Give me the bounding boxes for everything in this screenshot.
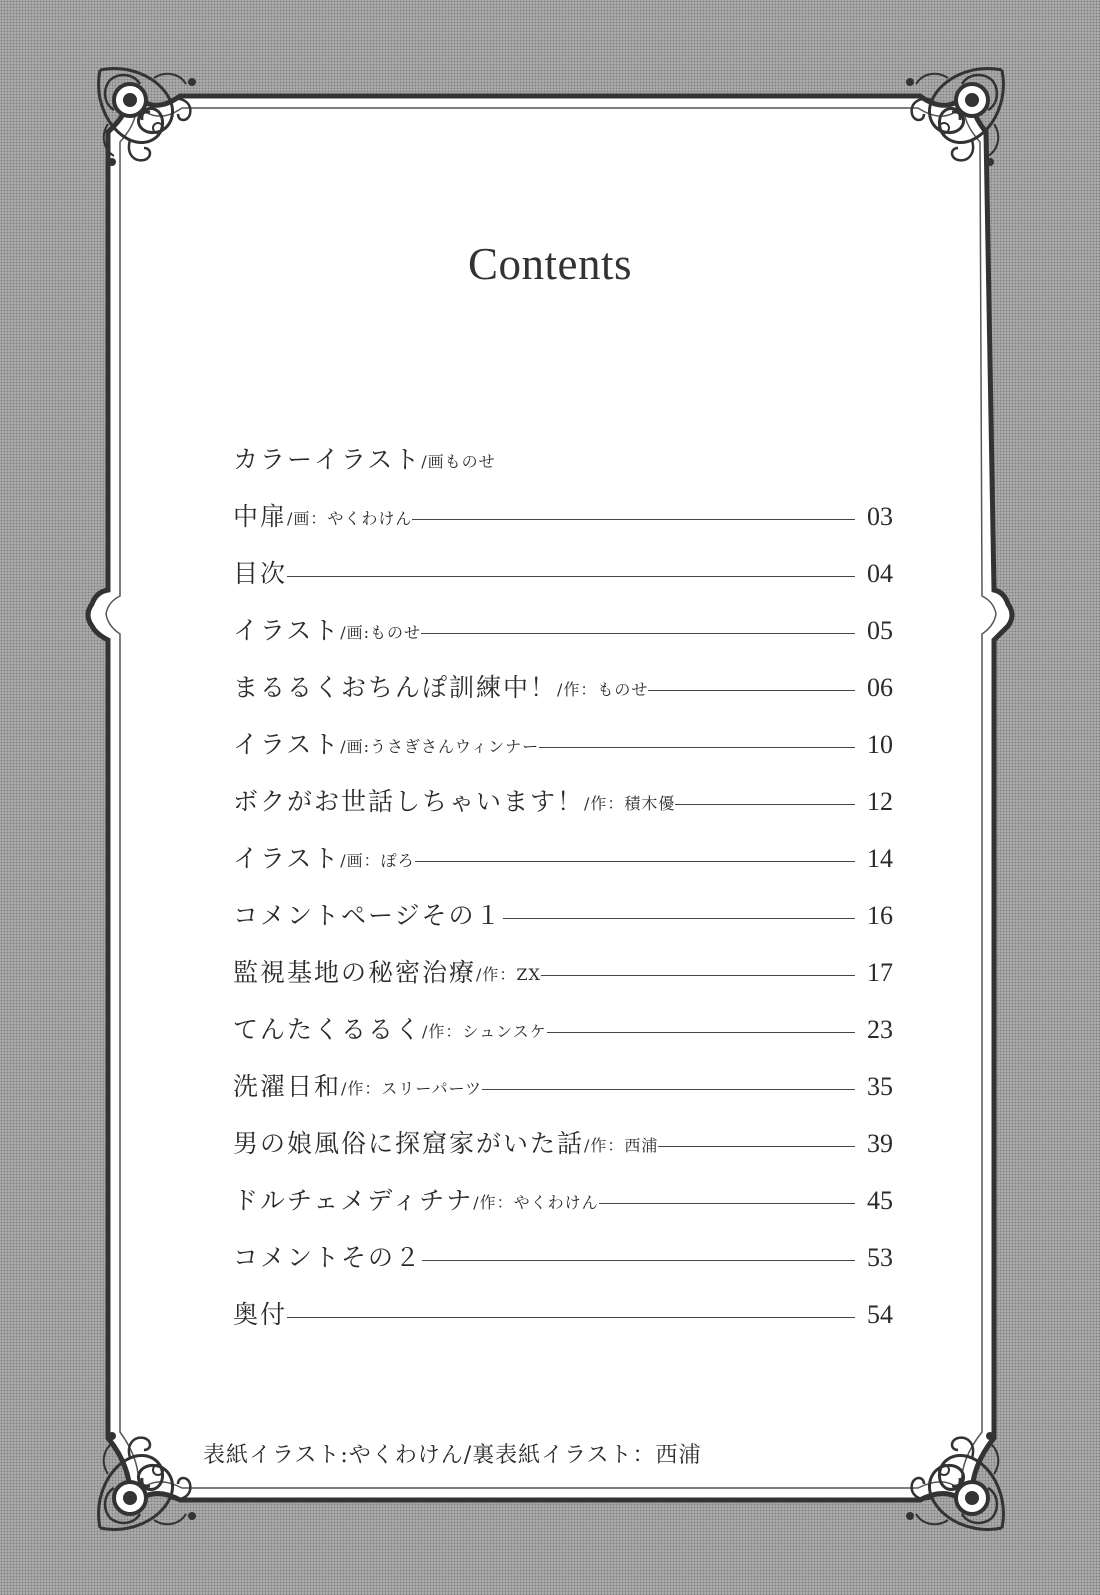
toc-leader-line — [422, 1260, 855, 1261]
toc-entry — [233, 418, 893, 475]
toc-entry-title: 男の娘風俗に探窟家がいた話 — [233, 1129, 585, 1158]
toc-entry-credit: /画:ものせ — [340, 623, 422, 642]
toc-entry-title: コメントページその１ — [233, 901, 503, 930]
toc-entry — [233, 1045, 893, 1102]
toc-entry-credit: /作：西浦 — [584, 1136, 659, 1155]
toc-entry-title: イラスト — [233, 844, 341, 873]
toc-page-number: 53 — [867, 1243, 893, 1272]
toc-leader-line — [421, 633, 855, 634]
toc-page-number: 54 — [867, 1300, 893, 1329]
toc-entry-title: まるるくおちんぽ訓練中！ — [233, 673, 558, 702]
toc-entry — [233, 703, 893, 760]
toc-entry — [233, 475, 893, 532]
toc-entry-title: カラーイラスト — [233, 445, 422, 474]
toc-leader-line — [482, 1089, 855, 1090]
toc-entry — [233, 874, 893, 931]
toc-entry-title: 奥付 — [233, 1300, 288, 1329]
toc-entry-title: 目次 — [233, 559, 288, 588]
toc-page-number: 03 — [867, 502, 893, 531]
toc-entry-credit: /作：ZX — [476, 965, 541, 984]
toc-entry-credit: /作：やくわけん — [473, 1193, 599, 1212]
toc-leader-line — [415, 861, 855, 862]
toc-entry — [233, 589, 893, 646]
toc-leader-line — [287, 1317, 855, 1318]
toc-entry-credit: /作：シュンスケ — [422, 1022, 547, 1041]
toc-entry — [233, 1216, 893, 1273]
toc-entry — [233, 760, 893, 817]
cover-credits: 表紙イラスト:やくわけん/裏表紙イラスト：西浦 — [203, 1443, 702, 1468]
toc-leader-line — [412, 519, 855, 520]
toc-page-number: 35 — [867, 1072, 893, 1101]
toc-page-number: 04 — [867, 559, 893, 588]
toc-entry-title: 中扉 — [233, 502, 288, 531]
toc-leader-line — [539, 747, 855, 748]
toc-page-number: 45 — [867, 1186, 893, 1215]
toc-entry-credit: /作：ものせ — [557, 680, 649, 699]
toc-entry-title: 洗濯日和 — [233, 1072, 342, 1101]
toc-entry-title: イラスト — [233, 616, 341, 645]
toc-entry-credit: /画：ぽろ — [340, 851, 415, 870]
toc-entry-title: コメントその２ — [233, 1243, 423, 1272]
toc-page-number: 39 — [867, 1129, 893, 1158]
toc-entry-title: ボクがお世話しちゃいます！ — [233, 787, 585, 816]
toc-page-number: 17 — [867, 958, 893, 987]
toc-leader-line — [541, 975, 855, 976]
toc-leader-line — [599, 1203, 855, 1204]
toc-leader-line — [658, 1146, 855, 1147]
toc-entry — [233, 817, 893, 874]
toc-entry-credit: /画ものせ — [421, 452, 496, 471]
toc-leader-line — [675, 804, 855, 805]
toc-leader-line — [503, 918, 855, 919]
toc-entry-credit: /画：やくわけん — [287, 509, 413, 528]
toc-page-number: 23 — [867, 1015, 893, 1044]
toc-page-number: 12 — [867, 787, 893, 816]
toc-entry — [233, 1102, 893, 1159]
toc-entry — [233, 1273, 893, 1330]
toc-entry-credit: /画:うさぎさんウィンナー — [340, 737, 540, 756]
toc-entry — [233, 532, 893, 589]
toc-page-number: 16 — [867, 901, 893, 930]
page-title: Contents — [467, 239, 632, 289]
toc-entry — [233, 931, 893, 988]
toc-page-number: 10 — [867, 730, 893, 759]
toc-leader-line — [287, 576, 855, 577]
toc-leader-line — [648, 690, 855, 691]
toc-page-number: 06 — [867, 673, 893, 702]
toc-entry-credit: /作：積木優 — [584, 794, 676, 813]
toc-leader-line — [547, 1032, 855, 1033]
toc-entry-title: ドルチェメディチナ — [233, 1186, 474, 1215]
toc-entry-title: 監視基地の秘密治療 — [233, 958, 477, 987]
toc-page-number: 05 — [867, 616, 893, 645]
toc-entry — [233, 646, 893, 703]
table-of-contents — [233, 418, 893, 1330]
toc-entry-title: イラスト — [233, 730, 341, 759]
toc-entry — [233, 1159, 893, 1216]
toc-entry — [233, 988, 893, 1045]
toc-page-number: 14 — [867, 844, 893, 873]
toc-entry-credit: /作：スリーパーツ — [341, 1079, 482, 1098]
toc-entry-title: てんたくるるく — [233, 1015, 423, 1044]
